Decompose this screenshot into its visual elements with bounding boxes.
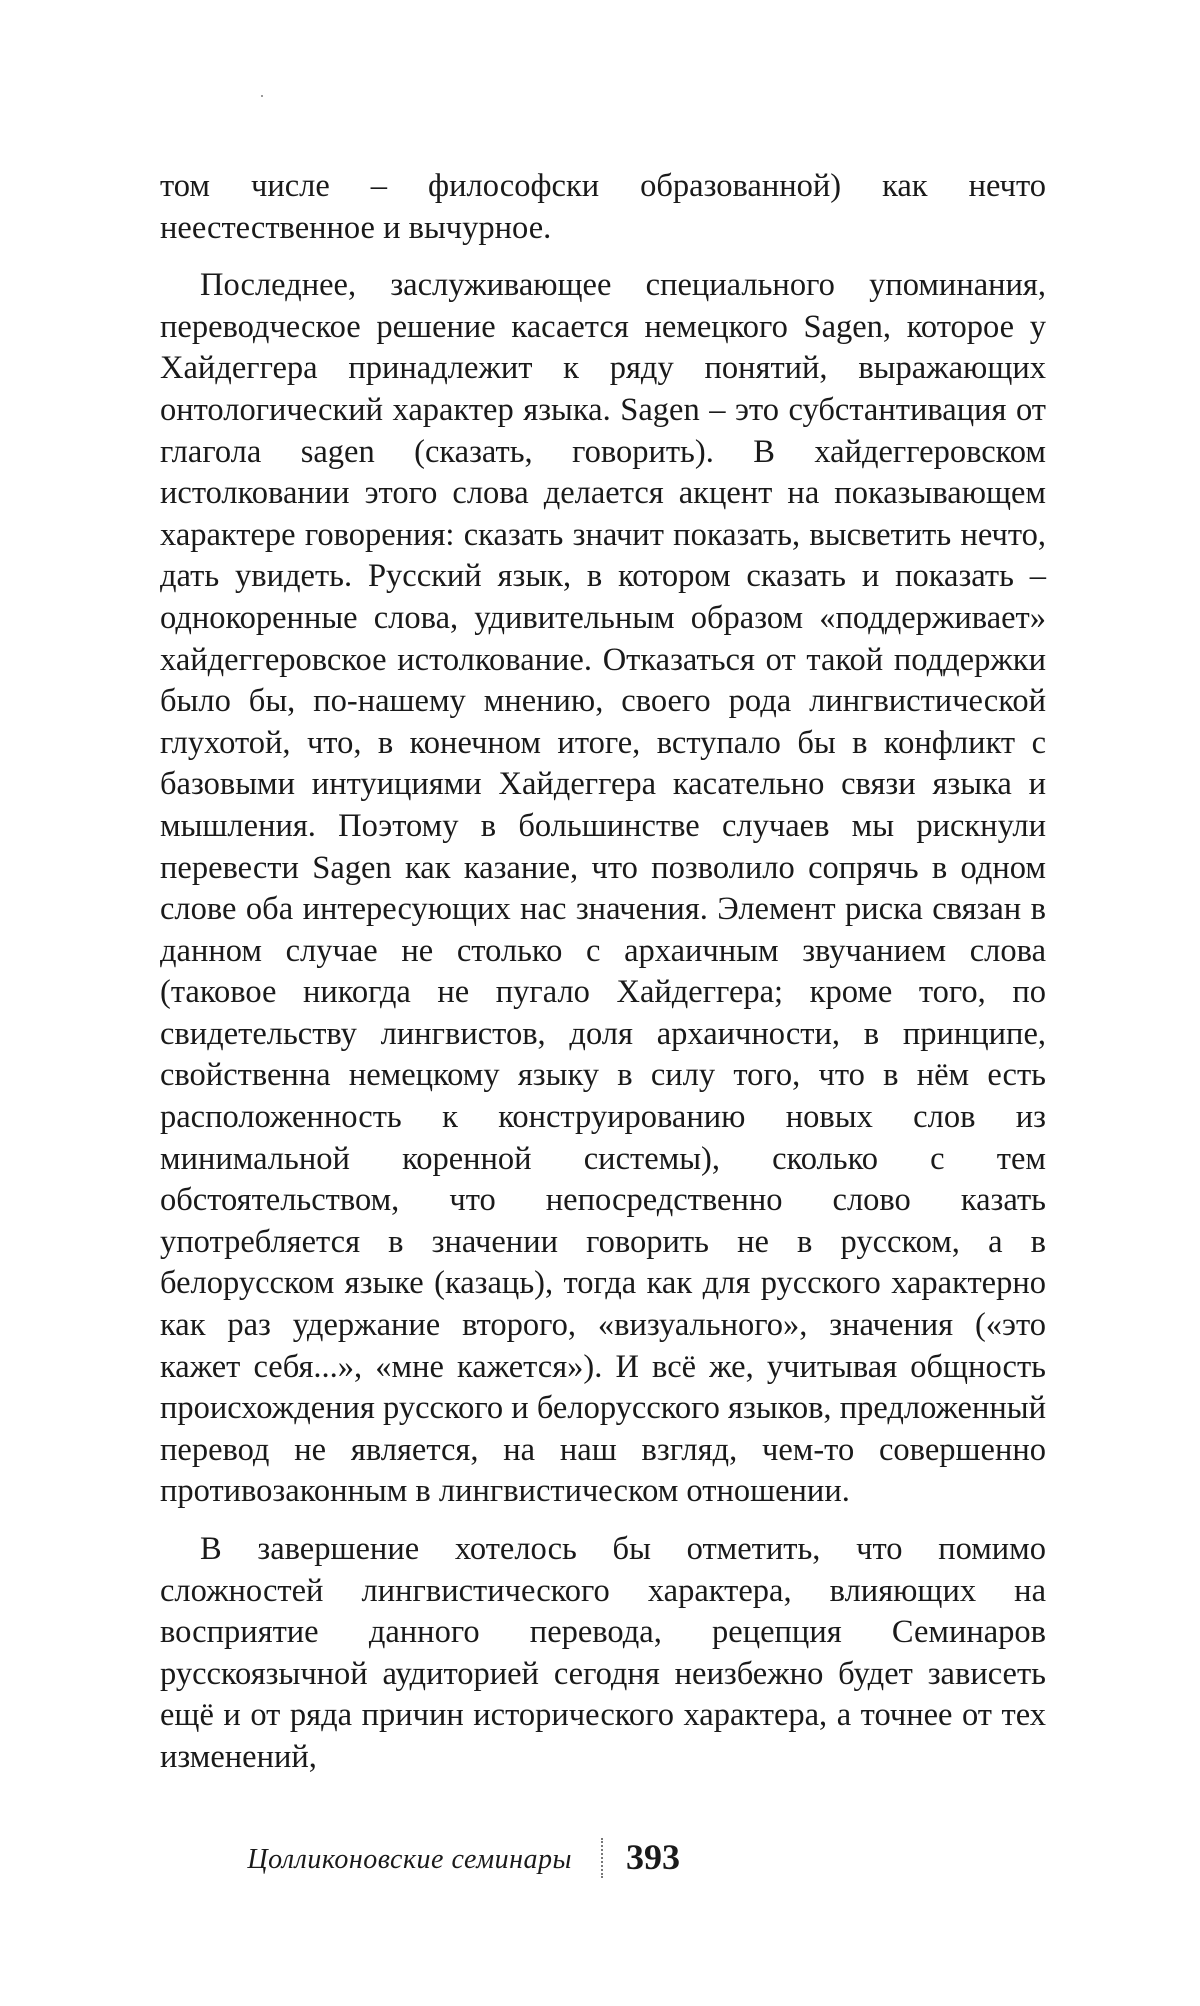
scan-speck <box>261 95 263 97</box>
page-number: 393 <box>626 1837 680 1877</box>
paragraph-3: В завершение хотелось бы отметить, что помимо сложностей лингвистического характера, влияющих на восприятие данного перевода, рецепция Семинаров русскоязычной аудиторией сегодня неизбежно будет зависеть ещё и от ряда причин исторического характера, а точнее от тех изменений, <box>160 1531 1046 1775</box>
footer-divider <box>601 1838 603 1878</box>
paragraph-1: том числе – философски образованной) как нечто неестественное и вычурное. <box>160 168 1046 246</box>
running-title: Цолликоновские семинары <box>247 1844 572 1875</box>
page-footer <box>0 1838 1200 1878</box>
body-text <box>160 166 1046 1779</box>
paragraph-2: Последнее, заслуживающее специального упоминания, переводческое решение касается немецкого Sagen, которое у Хайдеггера принадлежит к ряду понятий, выражающих онтологический характер языка. Sagen – это субстантивация от глагола sagen (сказать, говорить). В хайдеггеровском истолковании этого слова делается акцент на показывающем характере говорения: сказать значит показать, высветить нечто, дать увидеть. Русский язык, в котором сказать и показать – однокоренные слова, удивительным образом «поддерживает» хайдеггеровское истолкование. Отказаться от такой поддержки было бы, по-нашему мнению, своего рода лингвистической глухотой, что, в конечном итоге, вступало бы в конфликт с базовыми интуициями Хайдеггера касательно связи языка и мышления. Поэтому в большинстве случаев мы рискнули перевести Sagen как казание, что позволило сопрячь в одном слове оба интересующих нас значения. Элемент риска связан в данном случае не столько с архаичным звучанием слова (таковое никогда не пугало Хайдеггера; кроме того, по свидетельству лингвистов, доля архаичности, в принципе, свойственна немецкому языку в силу того, что в нём есть расположенность к конструированию новых слов из минимальной коренной системы), сколько с тем обстоятельством, что непосредственно слово казать употребляется в значении говорить не в русском, а в белорусском языке (казаць), тогда как для русского характерно как раз удержание второго, «визуального», значения («это кажет себя...», «мне кажется»). И всё же, учитывая общность происхождения русского и белорусского языков, предложенный перевод не является, на наш взгляд, чем-то совершенно противозаконным в лингвистическом отношении. <box>160 267 1046 1510</box>
